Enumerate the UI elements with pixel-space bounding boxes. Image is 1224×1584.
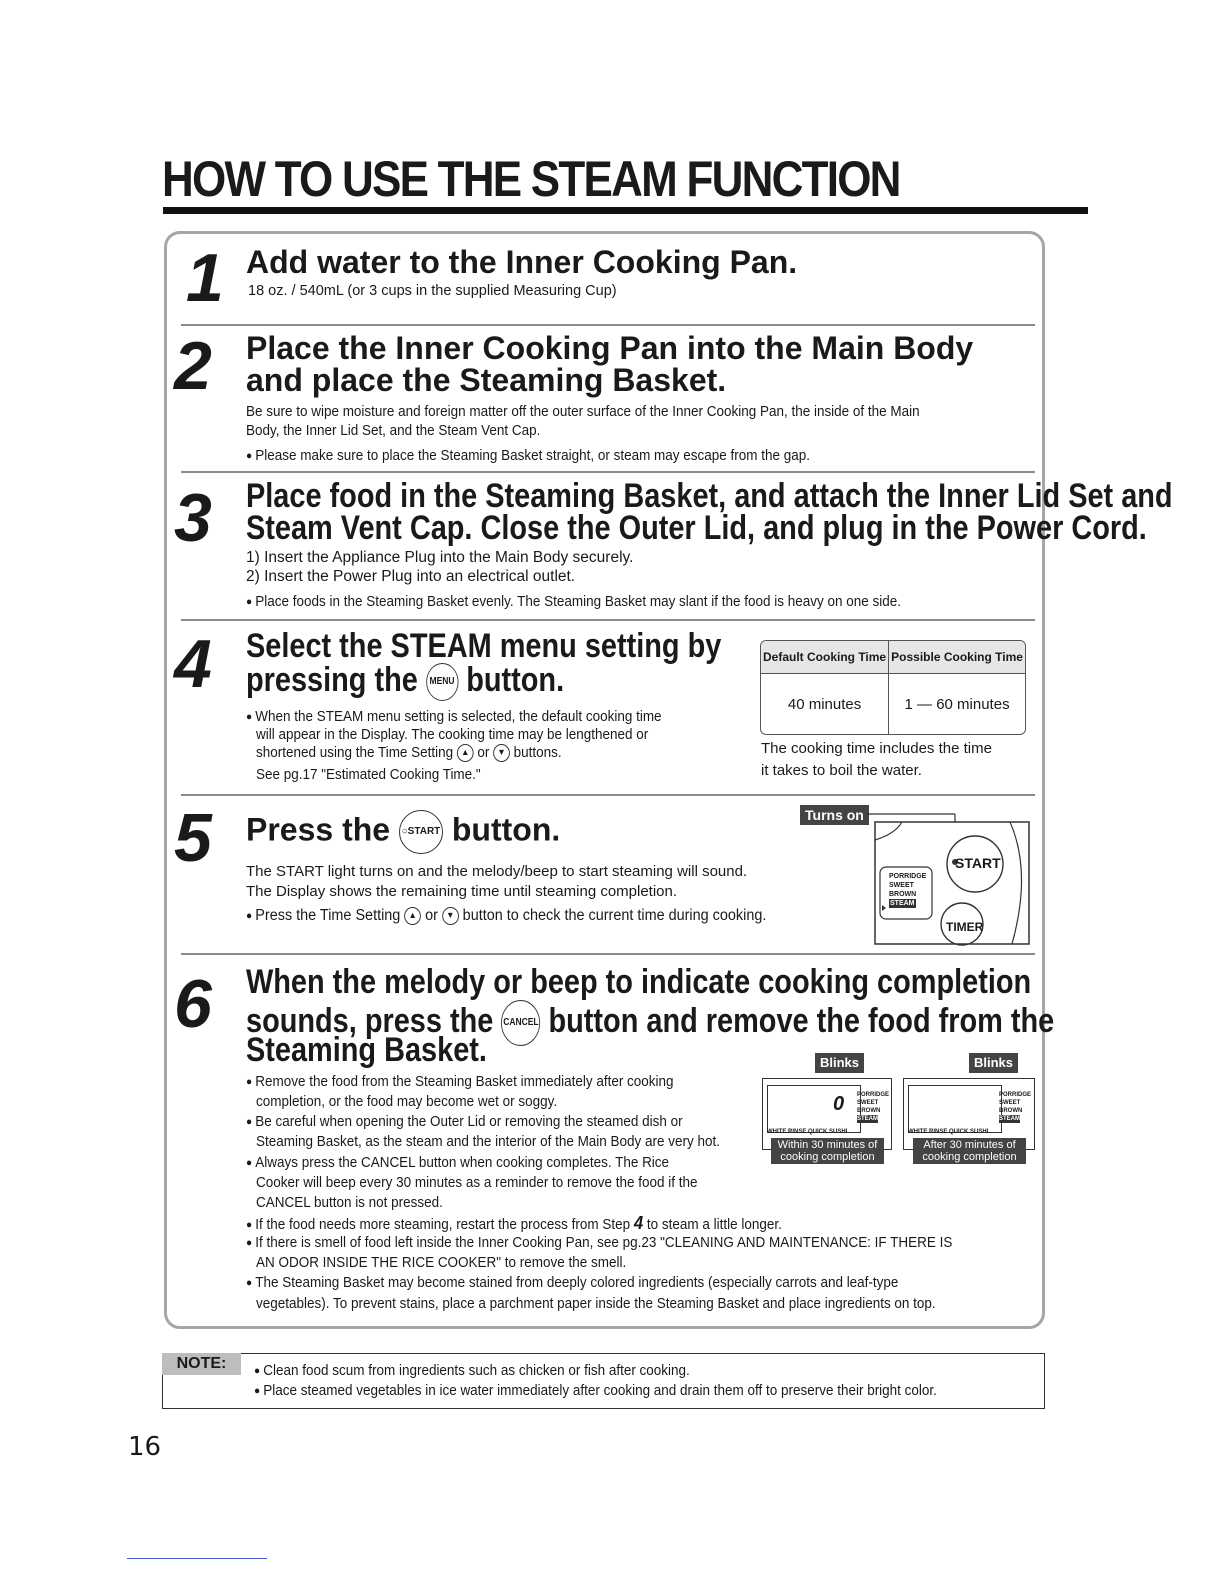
step-text: vegetables). To prevent stains, place a parchment paper inside the Steaming Basket and place ingredients on top. xyxy=(256,1296,936,1312)
step-text: Be sure to wipe moisture and foreign matter off the outer surface of the Inner Cooking Pan, the inside of the Main xyxy=(246,404,920,420)
step-bullet: ● Be careful when opening the Outer Lid or removing the steamed dish or xyxy=(246,1114,683,1130)
step-separator xyxy=(181,619,1035,621)
footer-line xyxy=(127,1558,267,1559)
step-number: 6 xyxy=(174,966,212,1042)
step-heading: Add water to the Inner Cooking Pan. xyxy=(246,244,798,280)
step-bullet: ● Press the Time Setting ▲ or ▼ button to check the current time during cooking. xyxy=(246,907,767,924)
step-text: The Display shows the remaining time until steaming completion. xyxy=(246,883,678,900)
step-heading: sounds, press the CANCEL button and remove the food from the xyxy=(246,1000,1054,1046)
page-title: HOW TO USE THE STEAM FUNCTION xyxy=(162,151,900,207)
panel-menu-list: PORRIDGE SWEET BROWN STEAM xyxy=(889,873,927,907)
step-bullet: ● The Steaming Basket may become stained from deeply colored ingredients (especially carrots and leaf-type xyxy=(246,1275,899,1291)
up-arrow-icon: ▲ xyxy=(457,744,474,762)
step-heading: Steaming Basket. xyxy=(246,1031,487,1069)
display-digit: 0 xyxy=(833,1093,845,1115)
table-cell: 40 minutes xyxy=(761,674,889,734)
step-heading: Place the Inner Cooking Pan into the Main Body xyxy=(246,330,974,366)
step-heading: and place the Steaming Basket. xyxy=(246,362,727,398)
step-text: will appear in the Display. The cooking time may be lengthened or xyxy=(256,727,649,743)
blinks-tag: Blinks xyxy=(815,1053,864,1073)
step-heading: Steam Vent Cap. Close the Outer Lid, and plug in the Power Cord. xyxy=(246,509,1147,547)
page-number: 16 xyxy=(128,1432,162,1462)
display-menu: PORRIDGE SWEET BROWN STEAM xyxy=(999,1092,1032,1122)
note-label: NOTE: xyxy=(162,1353,241,1375)
down-arrow-icon: ▼ xyxy=(493,744,510,762)
display-caption: Within 30 minutes of cooking completion xyxy=(771,1138,884,1164)
title-rule xyxy=(163,207,1088,214)
display-bottom-row: WHITE RINSE QUICK SUSHI xyxy=(767,1129,848,1135)
step-bullet: ● Always press the CANCEL button when cooking completes. The Rice xyxy=(246,1155,670,1171)
step-heading: pressing the MENU button. xyxy=(246,663,564,701)
step-text: The START light turns on and the melody/beep to start steaming will sound. xyxy=(246,863,748,880)
table-header: Possible Cooking Time xyxy=(889,641,1025,674)
step-heading: Place food in the Steaming Basket, and attach the Inner Lid Set and xyxy=(246,477,1173,515)
step-number: 3 xyxy=(174,480,212,556)
display-bottom-row: WHITE RINSE QUICK SUSHI xyxy=(908,1129,989,1135)
step-bullet: ● Remove the food from the Steaming Basket immediately after cooking xyxy=(246,1074,674,1090)
display-menu: PORRIDGE SWEET BROWN STEAM xyxy=(857,1092,890,1122)
up-arrow-icon: ▲ xyxy=(404,907,421,925)
step-separator xyxy=(181,794,1035,796)
display-caption: After 30 minutes of cooking completion xyxy=(913,1138,1026,1164)
step-heading: When the melody or beep to indicate cooking completion xyxy=(246,963,1032,1001)
step-text: AN ODOR INSIDE THE RICE COOKER" to remove the smell. xyxy=(256,1255,627,1271)
cancel-button-icon: CANCEL xyxy=(501,1000,540,1046)
step-separator xyxy=(181,324,1035,326)
step-text: CANCEL button is not pressed. xyxy=(256,1195,443,1211)
table-header: Default Cooking Time xyxy=(761,641,889,674)
step-number: 1 xyxy=(186,240,224,316)
step-separator xyxy=(181,953,1035,955)
step-bullet: ● Please make sure to place the Steaming Basket straight, or steam may escape from the gap. xyxy=(246,448,810,464)
step-text: 2) Insert the Power Plug into an electrical outlet. xyxy=(246,568,576,585)
step-number: 2 xyxy=(174,328,212,404)
step-text: Steaming Basket, as the steam and the interior of the Main Body are very hot. xyxy=(256,1134,720,1150)
step-text: Cooker will beep every 30 minutes as a reminder to remove the food if the xyxy=(256,1175,698,1191)
step-separator xyxy=(181,471,1035,473)
cooking-time-table xyxy=(760,640,1026,735)
down-arrow-icon: ▼ xyxy=(442,907,459,925)
note-bullet: ● Clean food scum from ingredients such as chicken or fish after cooking. xyxy=(254,1363,690,1379)
step-bullet: ● If there is smell of food left inside the Inner Cooking Pan, see pg.23 "CLEANING AND MAINTENANCE: IF THERE IS xyxy=(246,1235,953,1251)
blinks-tag: Blinks xyxy=(969,1053,1018,1073)
step-heading: Select the STEAM menu setting by xyxy=(246,627,722,665)
table-cell: 1 — 60 minutes xyxy=(904,695,1010,713)
step-number: 4 xyxy=(174,626,212,702)
menu-button-icon: MENU xyxy=(426,663,458,701)
note-bullet: ● Place steamed vegetables in ice water immediately after cooking and drain them off to preserve their bright color. xyxy=(254,1383,937,1399)
step-number: 5 xyxy=(174,800,212,876)
step-text: completion, or the food may become wet or soggy. xyxy=(256,1094,558,1110)
step-text: 18 oz. / 540mL (or 3 cups in the supplied Measuring Cup) xyxy=(248,283,617,299)
table-note: The cooking time includes the time xyxy=(761,740,992,757)
step-bullet: ● Place foods in the Steaming Basket evenly. The Steaming Basket may slant if the food is heavy on one side. xyxy=(246,594,901,610)
panel-timer-label: TIMER xyxy=(946,920,984,934)
panel-start-label: START xyxy=(955,855,1001,871)
step-text: shortened using the Time Setting ▲ or ▼ buttons. xyxy=(256,745,562,761)
table-note: it takes to boil the water. xyxy=(761,762,922,779)
step-heading: Press the ○START button. xyxy=(246,810,560,854)
step-text: 1) Insert the Appliance Plug into the Main Body securely. xyxy=(246,549,634,566)
start-button-icon: ○START xyxy=(399,810,443,854)
step-bullet: ● When the STEAM menu setting is selected, the default cooking time xyxy=(246,709,662,725)
turns-on-tag: Turns on xyxy=(800,805,869,825)
step-text: Body, the Inner Lid Set, and the Steam Vent Cap. xyxy=(246,423,541,439)
step-bullet: ● If the food needs more steaming, restart the process from Step 4 to steam a little longer. xyxy=(246,1213,782,1233)
step-text: See pg.17 "Estimated Cooking Time." xyxy=(256,767,481,783)
